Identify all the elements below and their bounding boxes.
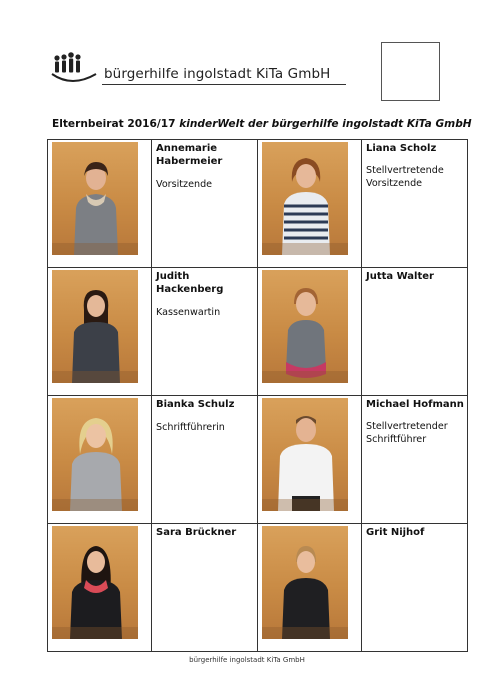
member-name: Annemarie Habermeier (156, 143, 223, 167)
member-name: Michael Hofmann (366, 399, 464, 410)
photo-cell (48, 268, 152, 396)
member-photo (262, 398, 348, 511)
member-role: Vorsitzende (156, 179, 213, 190)
member-cell (362, 268, 468, 396)
member-role: Stellvertretender Schriftführer (366, 421, 448, 445)
table-row (48, 524, 468, 652)
member-photo (262, 526, 348, 639)
logo-placeholder-box (381, 42, 440, 101)
member-cell (152, 524, 258, 652)
photo-cell (258, 524, 362, 652)
member-name: Grit Nijhof (366, 527, 425, 538)
family-figures-logo-icon (50, 48, 100, 84)
member-name: Sara Brückner (156, 527, 237, 538)
member-name: Judith Hackenberg (156, 271, 224, 295)
member-photo (52, 270, 138, 383)
photo-cell (48, 524, 152, 652)
photo-cell (258, 268, 362, 396)
title-italic: kinderWelt der bürgerhilfe ingolstadt KiTa GmbH (179, 118, 472, 130)
page-footer: bürgerhilfe ingolstadt KiTa GmbH (189, 656, 305, 664)
table-row (48, 140, 468, 268)
header-divider (102, 84, 346, 85)
member-cell (362, 396, 468, 524)
photo-cell (48, 140, 152, 268)
member-cell (152, 396, 258, 524)
member-cell (362, 524, 468, 652)
member-photo (52, 526, 138, 639)
member-role: Stellvertretende Vorsitzende (366, 165, 444, 189)
letterhead (50, 46, 350, 90)
table-row (48, 268, 468, 396)
title-prefix: Elternbeirat 2016/17 (52, 118, 180, 130)
member-name: Jutta Walter (366, 271, 434, 282)
member-name: Liana Scholz (366, 143, 437, 154)
table-row (48, 396, 468, 524)
member-photo (52, 142, 138, 255)
member-cell (152, 140, 258, 268)
member-table (47, 139, 468, 652)
member-cell (362, 140, 468, 268)
member-cell (152, 268, 258, 396)
member-role: Kassenwartin (156, 307, 221, 318)
organization-name: bürgerhilfe ingolstadt KiTa GmbH (104, 66, 331, 82)
photo-cell (48, 396, 152, 524)
member-photo (262, 142, 348, 255)
member-name: Bianka Schulz (156, 399, 235, 410)
member-photo (52, 398, 138, 511)
member-photo (262, 270, 348, 383)
photo-cell (258, 396, 362, 524)
photo-cell (258, 140, 362, 268)
document-title (52, 118, 472, 130)
member-role: Schriftführerin (156, 422, 225, 433)
